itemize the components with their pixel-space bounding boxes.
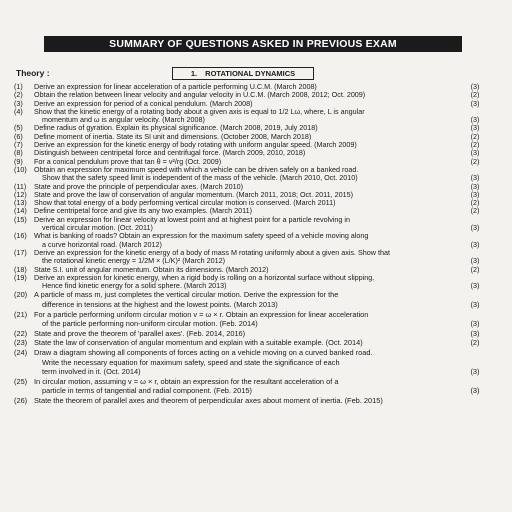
question-text-continuation: of the particle performing non-uniform circular motion. (Feb. 2014) xyxy=(42,319,258,329)
question-number: (2) xyxy=(14,90,23,100)
question-text: For a conical pendulum prove that tan θ = v²/rg (Oct. 2009) xyxy=(34,157,222,166)
question-body xyxy=(34,329,484,339)
question-body xyxy=(34,141,484,149)
question-number: (15) xyxy=(14,214,27,224)
question-body xyxy=(34,232,484,249)
marks-label: (3) xyxy=(470,173,480,183)
question-text: Obtain the relation between linear velocity and angular velocity in U.C.M. (March 2008, 2012; Oct. 2009) xyxy=(34,91,366,100)
question-body xyxy=(34,207,484,215)
question-item xyxy=(14,274,484,291)
question-text: State S.I. unit of angular momentum. Obtain its dimensions. (March 2012) xyxy=(34,265,269,274)
question-text-continuation: momentum and ω is angular velocity. (March 2008) xyxy=(42,115,205,125)
question-text-continuation: Show that the safety speed limit is independent of the mass of the vehicle. (March 2010, Oct. 2010) xyxy=(42,173,358,183)
question-body xyxy=(34,149,484,157)
marks-label: (2) xyxy=(470,206,480,216)
question-item xyxy=(14,249,484,266)
question-number: (5) xyxy=(14,123,23,133)
question-text: Define radius of gyration. Explain its physical significance. (March 2008, 2019, July 2018) xyxy=(34,124,318,133)
question-number: (24) xyxy=(14,347,28,357)
question-number: (6) xyxy=(14,131,23,141)
marks-label: (2) xyxy=(470,264,480,274)
question-item xyxy=(14,149,484,157)
question-text: State the law of conservation of angular momentum and explain with a suitable example. (Oct. 2014) xyxy=(34,338,363,348)
question-text-continuation: difference in tensions at the highest and the lowest points. (March 2013) xyxy=(42,300,278,310)
marks-label: (2) xyxy=(470,131,480,141)
question-body xyxy=(34,249,484,266)
marks-label: (3) xyxy=(470,181,480,191)
question-text-continuation: particle in terms of tangential and radial component. (Feb. 2015) xyxy=(42,386,252,396)
question-number: (17) xyxy=(14,247,27,257)
marks-label: (3) xyxy=(470,328,480,338)
question-number: (25) xyxy=(14,376,28,386)
question-text: Derive an expression for kinetic energy, when a rigid body is rolling on a horizontal surface without slipping. xyxy=(34,273,375,282)
question-text: Draw a diagram showing all components of forces acting on a vehicle moving on a curved banked road. xyxy=(34,347,373,357)
question-body xyxy=(34,348,484,377)
marks-label: (3) xyxy=(470,115,480,125)
question-number: (26) xyxy=(14,395,28,405)
question-number: (3) xyxy=(14,98,23,108)
question-number: (10) xyxy=(14,164,27,174)
question-number: (21) xyxy=(14,309,28,319)
question-item xyxy=(14,329,484,339)
question-number: (13) xyxy=(14,198,27,208)
question-body xyxy=(34,274,484,291)
question-body xyxy=(34,396,484,406)
question-text: Obtain an expression for maximum speed with which a vehicle can be driven safely on a banked road. xyxy=(34,165,359,174)
question-item xyxy=(14,338,484,348)
question-number: (23) xyxy=(14,338,28,348)
question-item xyxy=(14,377,484,396)
marks-label: (2) xyxy=(470,156,480,166)
question-number: (11) xyxy=(14,181,27,191)
question-item xyxy=(14,124,484,132)
question-body xyxy=(34,191,484,199)
question-item xyxy=(14,310,484,329)
marks-label: (3) xyxy=(470,386,480,396)
question-text: State and prove the principle of perpendicular axes. (March 2010) xyxy=(34,182,243,191)
question-item xyxy=(14,108,484,125)
question-item xyxy=(14,232,484,249)
page-title: SUMMARY OF QUESTIONS ASKED IN PREVIOUS EXAM xyxy=(44,36,462,52)
question-body xyxy=(34,124,484,132)
question-text: What is banking of roads? Obtain an expression for the maximum safety speed of a vehicle moving along xyxy=(34,232,369,241)
question-body xyxy=(34,166,484,183)
marks-label: (2) xyxy=(470,90,480,100)
question-body xyxy=(34,266,484,274)
question-text-continuation: vertical circular motion. (Oct. 2011) xyxy=(42,223,153,233)
question-number: (4) xyxy=(14,106,23,116)
section-heading xyxy=(172,67,314,80)
question-item xyxy=(14,100,484,108)
question-text: A particle of mass m, just completes the vertical circular motion. Derive the expression for the xyxy=(34,290,339,300)
marks-label: (3) xyxy=(470,148,480,158)
marks-label: (3) xyxy=(470,367,480,377)
question-body xyxy=(34,183,484,191)
marks-label: (3) xyxy=(470,123,480,133)
question-item xyxy=(14,266,484,274)
question-item xyxy=(14,83,484,91)
question-number: (22) xyxy=(14,328,28,338)
question-item xyxy=(14,216,484,233)
question-number: (7) xyxy=(14,140,23,150)
question-number: (1) xyxy=(14,82,23,91)
question-body xyxy=(34,290,484,309)
question-item xyxy=(14,290,484,309)
question-text-continuation: the rotational kinetic energy = 1/2M × (L/K)² (March 2012) xyxy=(42,256,225,266)
question-item xyxy=(14,91,484,99)
marks-label: (3) xyxy=(470,82,480,91)
marks-label: (2) xyxy=(470,338,480,348)
question-number: (8) xyxy=(14,148,23,158)
question-text-continuation: Hence find kinetic energy for a solid sphere. (March 2013) xyxy=(42,281,227,291)
question-text: Derive an expression for period of a conical pendulum. (March 2008) xyxy=(34,99,253,108)
question-text-continuation: a curve horizontal road. (March 2012) xyxy=(42,239,162,249)
question-number: (18) xyxy=(14,264,27,274)
question-item xyxy=(14,191,484,199)
question-text: State and prove the theorem of 'parallel axes'. (Feb. 2014, 2016) xyxy=(34,328,246,338)
question-text: In circular motion, assuming v = ω × r, obtain an expression for the resultant acceleration of a xyxy=(34,376,339,386)
question-item xyxy=(14,199,484,207)
question-text: Derive an expression for the kinetic energy of body rotating with uniform angular speed. (March 2009) xyxy=(34,141,357,150)
section-title: ROTATIONAL DYNAMICS xyxy=(205,69,296,78)
question-item xyxy=(14,141,484,149)
question-text: Show that the kinetic energy of a rotating body about a given axis is equal to 1/2 Lω, where, L is angular xyxy=(34,107,365,116)
question-text-continuation: term involved in it. (Oct. 2014) xyxy=(42,367,141,377)
marks-label: (3) xyxy=(470,281,480,291)
marks-label: (2) xyxy=(470,140,480,150)
question-text: Derive an expression for linear acceleration of a particle performing U.C.M. (March 2008) xyxy=(34,83,317,91)
question-item xyxy=(14,183,484,191)
question-body xyxy=(34,83,484,91)
marks-label: (3) xyxy=(470,223,480,233)
question-body xyxy=(34,91,484,99)
marks-label: (3) xyxy=(470,239,480,249)
marks-label: (2) xyxy=(470,198,480,208)
question-item xyxy=(14,158,484,166)
question-text: Derive an expression for linear velocity at lowest point and at highest point for a particle revolving in xyxy=(34,215,351,224)
question-body xyxy=(34,100,484,108)
question-text-continuation: Write the necessary equation for maximum safety, speed and state the significance of each xyxy=(42,357,340,367)
question-text: Define moment of inertia. State its SI unit and dimensions. (October 2008, March 2018) xyxy=(34,132,312,141)
question-text: State and prove the law of conservation of angular momentum. (March 2011, 2018; Oct. 2011, 2015) xyxy=(34,190,353,199)
question-item xyxy=(14,207,484,215)
question-body xyxy=(34,216,484,233)
question-item xyxy=(14,166,484,183)
question-body xyxy=(34,108,484,125)
question-item xyxy=(14,348,484,377)
marks-label: (3) xyxy=(470,189,480,199)
question-text: State the theorem of parallel axes and theorem of perpendicular axes about moment of inertia. (Feb. 2015) xyxy=(34,395,383,405)
question-body xyxy=(34,338,484,348)
section-number: 1. xyxy=(190,69,198,78)
question-item xyxy=(14,396,484,406)
marks-label: (3) xyxy=(470,319,480,329)
question-text: For a particle performing uniform circular motion v = ω × r. Obtain an expression for linear acceleration xyxy=(34,309,369,319)
theory-label: Theory : xyxy=(16,68,50,78)
question-text: Derive an expression for the kinetic energy of a body of mass M rotating uniformly about a given axis. Show that xyxy=(34,248,390,257)
question-body xyxy=(34,158,484,166)
question-text: Show that total energy of a body performing vertical circular motion is conserved. (March 2011) xyxy=(34,199,336,208)
marks-label: (3) xyxy=(470,256,480,266)
question-body xyxy=(34,133,484,141)
question-list xyxy=(14,83,484,406)
question-number: (9) xyxy=(14,156,23,166)
question-text: Define centripetal force and give its any two examples. (March 2011) xyxy=(34,207,252,216)
question-body xyxy=(34,199,484,207)
question-number: (14) xyxy=(14,206,27,216)
question-item xyxy=(14,133,484,141)
question-number: (19) xyxy=(14,272,27,282)
question-body xyxy=(34,310,484,329)
question-body xyxy=(34,377,484,396)
question-number: (12) xyxy=(14,189,27,199)
question-text: Distinguish between centripetal force and centrifugal force. (March 2009, 2010, 2018) xyxy=(34,149,306,158)
question-number: (20) xyxy=(14,290,28,300)
question-number: (16) xyxy=(14,231,27,241)
marks-label: (3) xyxy=(470,98,480,108)
marks-label: (3) xyxy=(470,300,480,310)
